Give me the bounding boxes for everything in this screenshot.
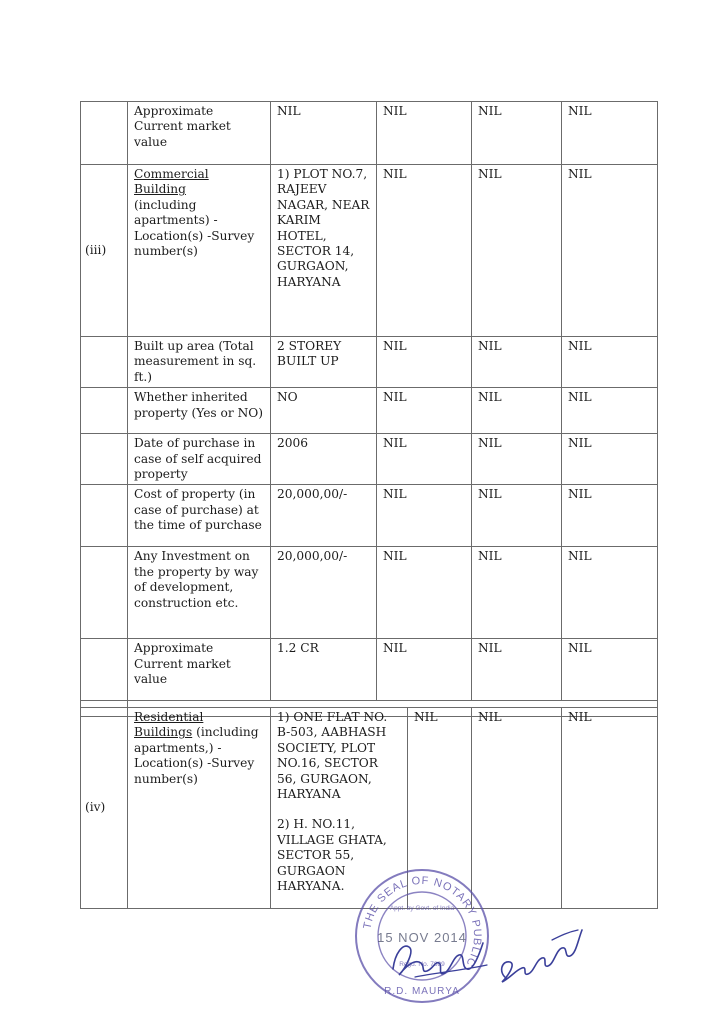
seal-appointment-text: Appt. by Govt. of India (389, 905, 455, 912)
serial-cell (81, 434, 128, 485)
spouse-value: NIL (377, 485, 472, 547)
seal-date: 15 NOV 2014 (377, 930, 467, 945)
dependent-1-value: NIL (472, 337, 562, 388)
self-value: 1.2 CR (271, 639, 377, 701)
dependent-1-value: NIL (472, 102, 562, 165)
self-value: 2 STOREY BUILT UP (271, 337, 377, 388)
dependent-2-value: NIL (562, 708, 658, 909)
dependent-1-value: NIL (472, 639, 562, 701)
row-label: Cost of property (in case of purchase) at the time of purchase (128, 485, 271, 547)
seal-notary-name: R.D. MAURYA (384, 986, 460, 997)
dependent-2-value: NIL (562, 485, 658, 547)
spouse-value: NIL (377, 434, 472, 485)
dependent-2-value: NIL (562, 165, 658, 337)
serial-cell (81, 547, 128, 639)
table-row (81, 434, 658, 485)
table-row (81, 165, 658, 337)
row-label-detail: (including apartments,) -Location(s) -Survey number(s) (134, 725, 259, 786)
immovable-assets-table-commercial (80, 101, 658, 717)
row-label: Approximate Current market value (128, 639, 271, 701)
row-label-title: Commercial Building (134, 167, 209, 197)
deponent-signature (492, 920, 587, 995)
self-value: 2006 (271, 434, 377, 485)
row-label: Approximate Current market value (128, 102, 271, 165)
property-item-2: 2) H. NO.11, VILLAGE GHATA, SECTOR 55, GURGAON HARYANA. (277, 817, 387, 894)
serial-cell (81, 388, 128, 434)
row-label (128, 165, 271, 337)
serial-number: (iii) (81, 165, 128, 337)
spouse-value: NIL (377, 165, 472, 337)
seal-ring-text: THE SEAL OF NOTARY PUBLIC (361, 874, 484, 969)
table-row (81, 639, 658, 701)
spouse-value: NIL (377, 337, 472, 388)
spouse-value: NIL (377, 547, 472, 639)
row-label-title: Residential Buildings (134, 710, 204, 740)
table-row (81, 337, 658, 388)
dependent-2-value: NIL (562, 337, 658, 388)
table-row (81, 388, 658, 434)
dependent-2-value: NIL (562, 388, 658, 434)
row-label: Whether inherited property (Yes or NO) (128, 388, 271, 434)
serial-cell (81, 639, 128, 701)
self-value: 20,000,00/- (271, 485, 377, 547)
dependent-1-value: NIL (472, 388, 562, 434)
row-label-detail: (including apartments) -Location(s) -Survey number(s) (134, 197, 255, 259)
notary-signature (385, 925, 495, 985)
table-row (81, 547, 658, 639)
dependent-2-value: NIL (562, 434, 658, 485)
spouse-value: NIL (377, 639, 472, 701)
serial-cell (81, 485, 128, 547)
dependent-1-value: NIL (472, 547, 562, 639)
self-value: NIL (271, 102, 377, 165)
self-value: NO (271, 388, 377, 434)
table-row (81, 485, 658, 547)
dependent-2-value: NIL (562, 102, 658, 165)
serial-cell (81, 102, 128, 165)
row-label (128, 708, 271, 909)
table-row (81, 102, 658, 165)
dependent-2-value: NIL (562, 547, 658, 639)
seal-registration-number: Regd. No. 7889 (399, 961, 445, 968)
self-value: 20,000,00/- (271, 547, 377, 639)
serial-cell (81, 337, 128, 388)
spouse-value: NIL (377, 388, 472, 434)
dependent-1-value: NIL (472, 434, 562, 485)
dependent-2-value: NIL (562, 639, 658, 701)
row-label: Built up area (Total measurement in sq. ft.) (128, 337, 271, 388)
row-label: Any Investment on the property by way of development, construction etc. (128, 547, 271, 639)
dependent-1-value: NIL (472, 165, 562, 337)
row-label: Date of purchase in case of self acquired property (128, 434, 271, 485)
property-item-1: 1) ONE FLAT NO. B-503, AABHASH SOCIETY, PLOT NO.16, SECTOR 56, GURGAON, HARYANA (277, 710, 388, 802)
serial-number: (iv) (81, 708, 128, 909)
dependent-1-value: NIL (472, 485, 562, 547)
spouse-value: NIL (408, 708, 472, 909)
self-value: 1) PLOT NO.7, RAJEEV NAGAR, NEAR KARIM HOTEL, SECTOR 14, GURGAON, HARYANA (271, 165, 377, 337)
dependent-1-value: NIL (472, 708, 562, 909)
spouse-value: NIL (377, 102, 472, 165)
